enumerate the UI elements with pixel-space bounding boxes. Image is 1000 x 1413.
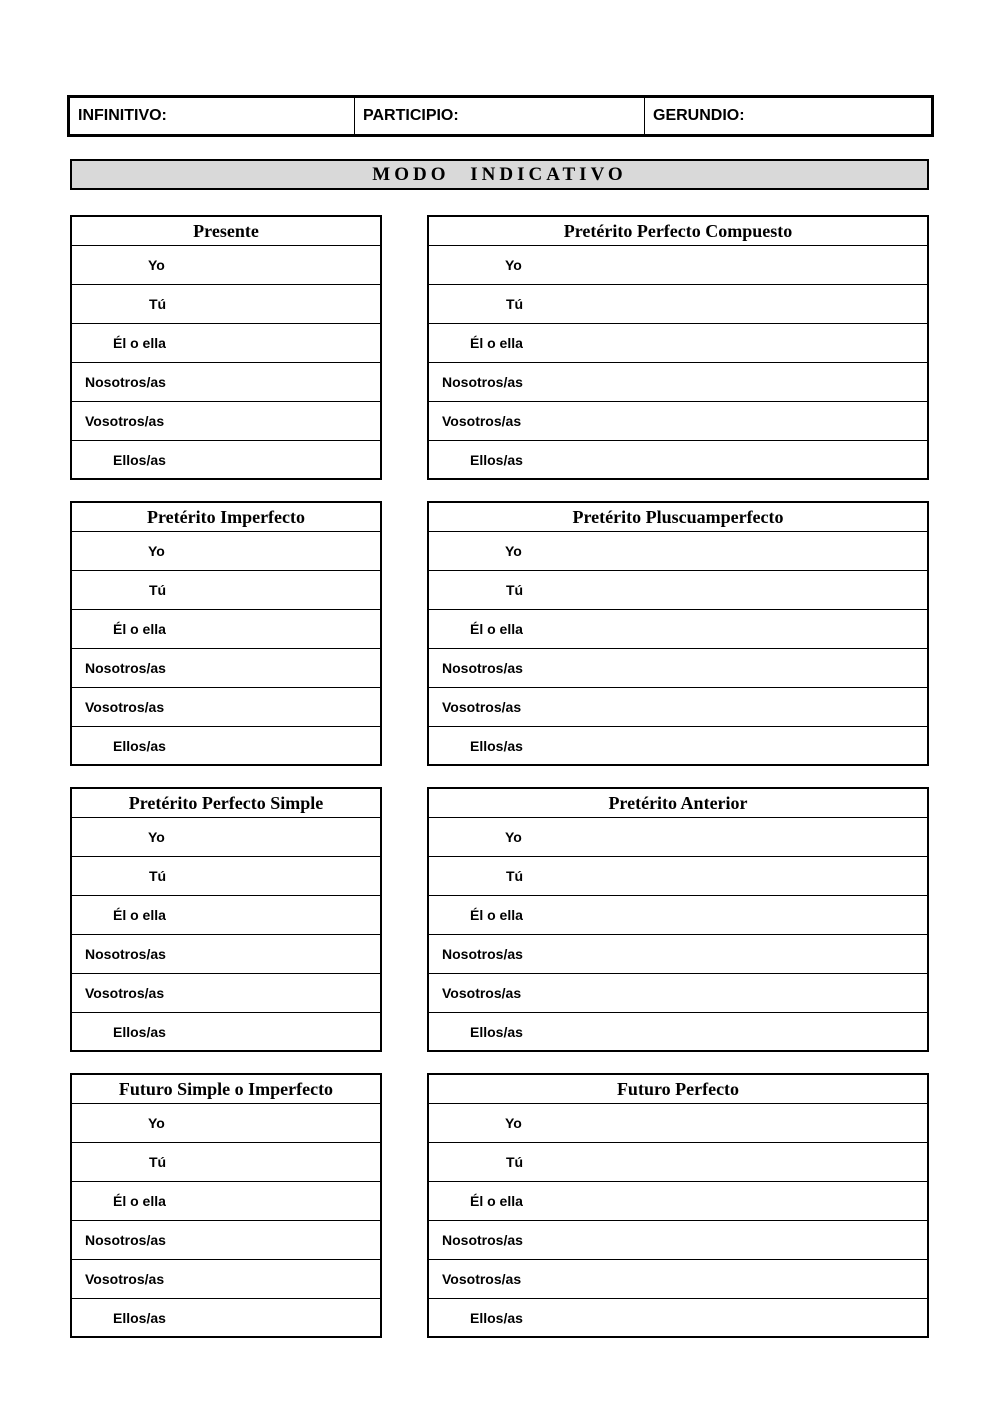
tense-title: Pretérito Perfecto Simple bbox=[72, 789, 380, 818]
pronoun-tu: Tú bbox=[506, 296, 524, 312]
conjugation-row[interactable] bbox=[72, 1013, 380, 1050]
tense-title: Pretérito Imperfecto bbox=[72, 503, 380, 532]
conjugation-row[interactable] bbox=[429, 1143, 927, 1182]
tense-title: Pretérito Pluscuamperfecto bbox=[429, 503, 927, 532]
tense-table bbox=[70, 1073, 382, 1338]
conjugation-row[interactable] bbox=[72, 896, 380, 935]
mode-title-bar bbox=[70, 159, 929, 190]
pronoun-nosotros: Nosotros/as bbox=[442, 946, 523, 962]
conjugation-row[interactable] bbox=[429, 688, 927, 727]
conjugation-row[interactable] bbox=[72, 246, 380, 285]
pronoun-el-o-ella: Él o ella bbox=[470, 1193, 523, 1209]
conjugation-row[interactable] bbox=[72, 363, 380, 402]
conjugation-row[interactable] bbox=[429, 1260, 927, 1299]
pronoun-tu: Tú bbox=[506, 1154, 524, 1170]
tense-title: Pretérito Perfecto Compuesto bbox=[429, 217, 927, 246]
conjugation-row[interactable] bbox=[429, 1221, 927, 1260]
pronoun-ellos: Ellos/as bbox=[470, 1023, 523, 1040]
pronoun-el-o-ella: Él o ella bbox=[470, 621, 523, 637]
conjugation-row[interactable] bbox=[72, 285, 380, 324]
pronoun-yo: Yo bbox=[148, 543, 165, 559]
pronoun-ellos: Ellos/as bbox=[470, 1309, 523, 1326]
mode-title: MODO INDICATIVO bbox=[372, 163, 627, 185]
conjugation-row[interactable] bbox=[429, 246, 927, 285]
pronoun-nosotros: Nosotros/as bbox=[85, 1232, 166, 1248]
pronoun-el-o-ella: Él o ella bbox=[113, 335, 166, 351]
conjugation-row[interactable] bbox=[429, 727, 927, 764]
conjugation-row[interactable] bbox=[429, 441, 927, 478]
tense-title: Futuro Perfecto bbox=[429, 1075, 927, 1104]
conjugation-row[interactable] bbox=[429, 935, 927, 974]
conjugation-row[interactable] bbox=[72, 1260, 380, 1299]
conjugation-row[interactable] bbox=[429, 610, 927, 649]
pronoun-nosotros: Nosotros/as bbox=[442, 660, 523, 676]
pronoun-ellos: Ellos/as bbox=[113, 1023, 166, 1040]
conjugation-row[interactable] bbox=[429, 1182, 927, 1221]
pronoun-vosotros: Vosotros/as bbox=[85, 699, 165, 715]
conjugation-row[interactable] bbox=[72, 402, 380, 441]
conjugation-row[interactable] bbox=[72, 649, 380, 688]
pronoun-yo: Yo bbox=[505, 257, 522, 273]
pronoun-tu: Tú bbox=[149, 868, 167, 884]
pronoun-vosotros: Vosotros/as bbox=[442, 699, 522, 715]
pronoun-nosotros: Nosotros/as bbox=[85, 946, 166, 962]
pronoun-vosotros: Vosotros/as bbox=[85, 985, 165, 1001]
conjugation-row[interactable] bbox=[429, 896, 927, 935]
pronoun-yo: Yo bbox=[505, 1115, 522, 1131]
pronoun-yo: Yo bbox=[148, 257, 165, 273]
pronoun-tu: Tú bbox=[149, 1154, 167, 1170]
conjugation-row[interactable] bbox=[429, 1299, 927, 1336]
pronoun-ellos: Ellos/as bbox=[113, 451, 166, 468]
conjugation-row[interactable] bbox=[429, 974, 927, 1013]
pronoun-el-o-ella: Él o ella bbox=[113, 621, 166, 637]
pronoun-nosotros: Nosotros/as bbox=[85, 374, 166, 390]
pronoun-el-o-ella: Él o ella bbox=[113, 907, 166, 923]
pronoun-vosotros: Vosotros/as bbox=[85, 1271, 165, 1287]
pronoun-tu: Tú bbox=[506, 582, 524, 598]
conjugation-row[interactable] bbox=[72, 1143, 380, 1182]
conjugation-row[interactable] bbox=[429, 285, 927, 324]
infinitivo-field[interactable]: INFINITIVO: bbox=[70, 98, 355, 134]
pronoun-vosotros: Vosotros/as bbox=[85, 413, 165, 429]
conjugation-row[interactable] bbox=[72, 441, 380, 478]
pronoun-yo: Yo bbox=[505, 829, 522, 845]
conjugation-row[interactable] bbox=[429, 532, 927, 571]
tense-table bbox=[427, 1073, 929, 1338]
conjugation-row[interactable] bbox=[72, 1221, 380, 1260]
verb-header bbox=[67, 95, 934, 137]
tense-title: Futuro Simple o Imperfecto bbox=[72, 1075, 380, 1104]
pronoun-tu: Tú bbox=[149, 582, 167, 598]
conjugation-row[interactable] bbox=[429, 363, 927, 402]
conjugation-row[interactable] bbox=[429, 402, 927, 441]
pronoun-nosotros: Nosotros/as bbox=[85, 660, 166, 676]
pronoun-tu: Tú bbox=[506, 868, 524, 884]
conjugation-row[interactable] bbox=[72, 1299, 380, 1336]
conjugation-row[interactable] bbox=[72, 1182, 380, 1221]
pronoun-yo: Yo bbox=[148, 829, 165, 845]
pronoun-tu: Tú bbox=[149, 296, 167, 312]
pronoun-ellos: Ellos/as bbox=[113, 737, 166, 754]
conjugation-row[interactable] bbox=[429, 649, 927, 688]
conjugation-row[interactable] bbox=[429, 818, 927, 857]
tense-table bbox=[70, 501, 382, 766]
tense-table bbox=[427, 787, 929, 1052]
pronoun-el-o-ella: Él o ella bbox=[113, 1193, 166, 1209]
tense-table bbox=[427, 215, 929, 480]
participio-field[interactable]: PARTICIPIO: bbox=[355, 98, 645, 134]
conjugation-row[interactable] bbox=[429, 1104, 927, 1143]
tense-table bbox=[427, 501, 929, 766]
conjugation-row[interactable] bbox=[72, 857, 380, 896]
pronoun-el-o-ella: Él o ella bbox=[470, 335, 523, 351]
pronoun-vosotros: Vosotros/as bbox=[442, 1271, 522, 1287]
conjugation-row[interactable] bbox=[72, 974, 380, 1013]
conjugation-row[interactable] bbox=[72, 1104, 380, 1143]
pronoun-ellos: Ellos/as bbox=[470, 737, 523, 754]
conjugation-row[interactable] bbox=[429, 324, 927, 363]
conjugation-row[interactable] bbox=[72, 818, 380, 857]
tense-table bbox=[70, 215, 382, 480]
pronoun-el-o-ella: Él o ella bbox=[470, 907, 523, 923]
pronoun-nosotros: Nosotros/as bbox=[442, 1232, 523, 1248]
conjugation-row[interactable] bbox=[72, 571, 380, 610]
conjugation-row[interactable] bbox=[72, 935, 380, 974]
conjugation-row[interactable] bbox=[429, 857, 927, 896]
pronoun-vosotros: Vosotros/as bbox=[442, 985, 522, 1001]
conjugation-row[interactable] bbox=[72, 532, 380, 571]
pronoun-ellos: Ellos/as bbox=[113, 1309, 166, 1326]
pronoun-yo: Yo bbox=[505, 543, 522, 559]
conjugation-row[interactable] bbox=[72, 688, 380, 727]
pronoun-ellos: Ellos/as bbox=[470, 451, 523, 468]
gerundio-field[interactable]: GERUNDIO: bbox=[653, 107, 745, 124]
conjugation-row[interactable] bbox=[429, 1013, 927, 1050]
tense-title: Presente bbox=[72, 217, 380, 246]
pronoun-nosotros: Nosotros/as bbox=[442, 374, 523, 390]
pronoun-yo: Yo bbox=[148, 1115, 165, 1131]
pronoun-vosotros: Vosotros/as bbox=[442, 413, 522, 429]
conjugation-row[interactable] bbox=[72, 324, 380, 363]
tense-table bbox=[70, 787, 382, 1052]
tense-title: Pretérito Anterior bbox=[429, 789, 927, 818]
conjugation-row[interactable] bbox=[72, 610, 380, 649]
conjugation-row[interactable] bbox=[429, 571, 927, 610]
conjugation-row[interactable] bbox=[72, 727, 380, 764]
